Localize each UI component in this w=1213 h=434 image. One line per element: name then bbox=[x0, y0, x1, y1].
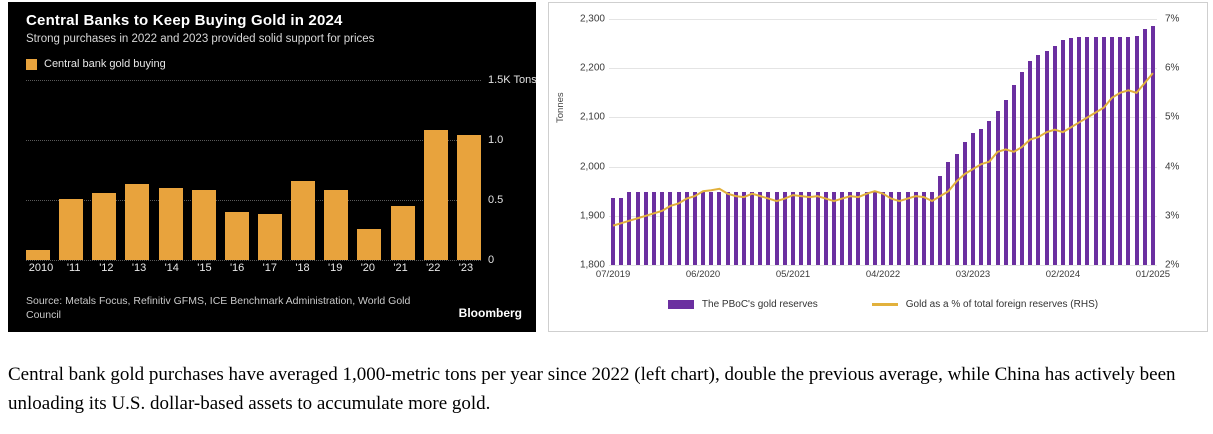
left-chart-subtitle: Strong purchases in 2022 and 2023 provided solid support for prices bbox=[26, 33, 375, 45]
y-tick-label-left: 2,200 bbox=[579, 62, 605, 74]
bar bbox=[357, 229, 381, 260]
y-tick-label-right: 3% bbox=[1165, 210, 1180, 222]
x-tick-label: '23 bbox=[458, 262, 474, 274]
left-chart-plot-area bbox=[26, 74, 537, 266]
right-chart-legend bbox=[609, 299, 1157, 310]
x-tick-label: '13 bbox=[131, 262, 147, 274]
y-tick-label-left: 1,900 bbox=[579, 210, 605, 222]
y-tick-label-right: 2% bbox=[1165, 259, 1180, 271]
gridline bbox=[609, 265, 1157, 266]
x-tick-label: '14 bbox=[164, 262, 179, 274]
bar bbox=[457, 135, 481, 260]
y-tick-label: 1.0 bbox=[488, 134, 504, 146]
y-tick-label-right: 6% bbox=[1165, 62, 1180, 74]
legend-line-swatch-icon bbox=[872, 303, 898, 306]
bloomberg-chart-panel bbox=[8, 2, 536, 332]
y-tick-label: 1.5K Tons bbox=[488, 74, 537, 86]
x-tick-label: '19 bbox=[328, 262, 343, 274]
x-tick-label: '22 bbox=[426, 262, 441, 274]
legend-label-line: Gold as a % of total foreign reserves (RHS) bbox=[905, 299, 1099, 310]
x-tick-label: '12 bbox=[99, 262, 114, 274]
legend-item-line bbox=[872, 299, 1098, 310]
x-tick-label: '20 bbox=[360, 262, 376, 274]
left-chart-x-axis bbox=[26, 262, 481, 274]
y-tick-label-right: 5% bbox=[1165, 111, 1180, 123]
x-tick-label: 05/2021 bbox=[775, 269, 811, 280]
legend-swatch-icon bbox=[26, 59, 37, 70]
pboc-gold-chart-panel bbox=[548, 2, 1208, 332]
left-legend-label: Central bank gold buying bbox=[44, 58, 166, 70]
x-tick-label: '15 bbox=[197, 262, 212, 274]
gridline bbox=[26, 260, 481, 261]
bar bbox=[26, 250, 50, 260]
bar bbox=[59, 199, 83, 260]
y-tick-label-left: 1,800 bbox=[579, 259, 605, 271]
bar bbox=[324, 190, 348, 260]
legend-label-bars: The PBoC's gold reserves bbox=[701, 299, 818, 310]
x-tick-label: 2010 bbox=[28, 262, 54, 274]
bar bbox=[391, 206, 415, 260]
bloomberg-logo: Bloomberg bbox=[458, 306, 522, 320]
x-tick-label: 02/2024 bbox=[1045, 269, 1081, 280]
x-tick-label: 06/2020 bbox=[685, 269, 721, 280]
left-chart-legend bbox=[26, 58, 166, 70]
x-tick-label: 04/2022 bbox=[865, 269, 901, 280]
x-tick-label: 01/2025 bbox=[1135, 269, 1171, 280]
y-tick-label-left: 2,000 bbox=[579, 161, 605, 173]
bar bbox=[258, 214, 282, 260]
x-tick-label: '11 bbox=[66, 262, 81, 274]
right-chart-y-axis-label: Tonnes bbox=[555, 92, 566, 123]
y-tick-label-right: 4% bbox=[1165, 161, 1180, 173]
y-tick-label: 0.5 bbox=[488, 194, 504, 206]
bar bbox=[291, 181, 315, 260]
caption-text: Central bank gold purchases have averaged 1,000-metric tons per year since 2022 (left chart), double the previous average, while China has actively been unloading its U.S. dollar-based assets to accumulate more gold. bbox=[8, 364, 1176, 415]
bar bbox=[192, 190, 216, 260]
y-tick-label-left: 2,300 bbox=[579, 13, 605, 25]
bar bbox=[159, 188, 183, 260]
x-tick-label: '17 bbox=[262, 262, 277, 274]
bar bbox=[125, 184, 149, 260]
y-tick-label-right: 7% bbox=[1165, 13, 1180, 25]
x-tick-label: '21 bbox=[393, 262, 408, 274]
bar bbox=[424, 130, 448, 260]
x-tick-label: 07/2019 bbox=[595, 269, 631, 280]
x-tick-label: '18 bbox=[295, 262, 310, 274]
bar bbox=[92, 193, 116, 260]
legend-item-bars bbox=[668, 299, 818, 310]
right-chart-line-series bbox=[609, 19, 1157, 265]
x-tick-label: 03/2023 bbox=[955, 269, 991, 280]
bar bbox=[225, 212, 249, 260]
left-chart-title: Central Banks to Keep Buying Gold in 2024 bbox=[26, 12, 343, 29]
x-tick-label: '16 bbox=[229, 262, 245, 274]
right-chart-plot-area bbox=[579, 13, 1180, 271]
y-tick-label-left: 2,100 bbox=[579, 111, 605, 123]
right-chart-x-axis bbox=[595, 269, 1171, 283]
left-chart-bars bbox=[26, 80, 481, 260]
y-tick-label: 0 bbox=[488, 254, 495, 266]
legend-bar-swatch-icon bbox=[668, 300, 694, 309]
left-chart-source: Source: Metals Focus, Refinitiv GFMS, ICE Benchmark Administration, World Gold Council bbox=[26, 295, 411, 322]
